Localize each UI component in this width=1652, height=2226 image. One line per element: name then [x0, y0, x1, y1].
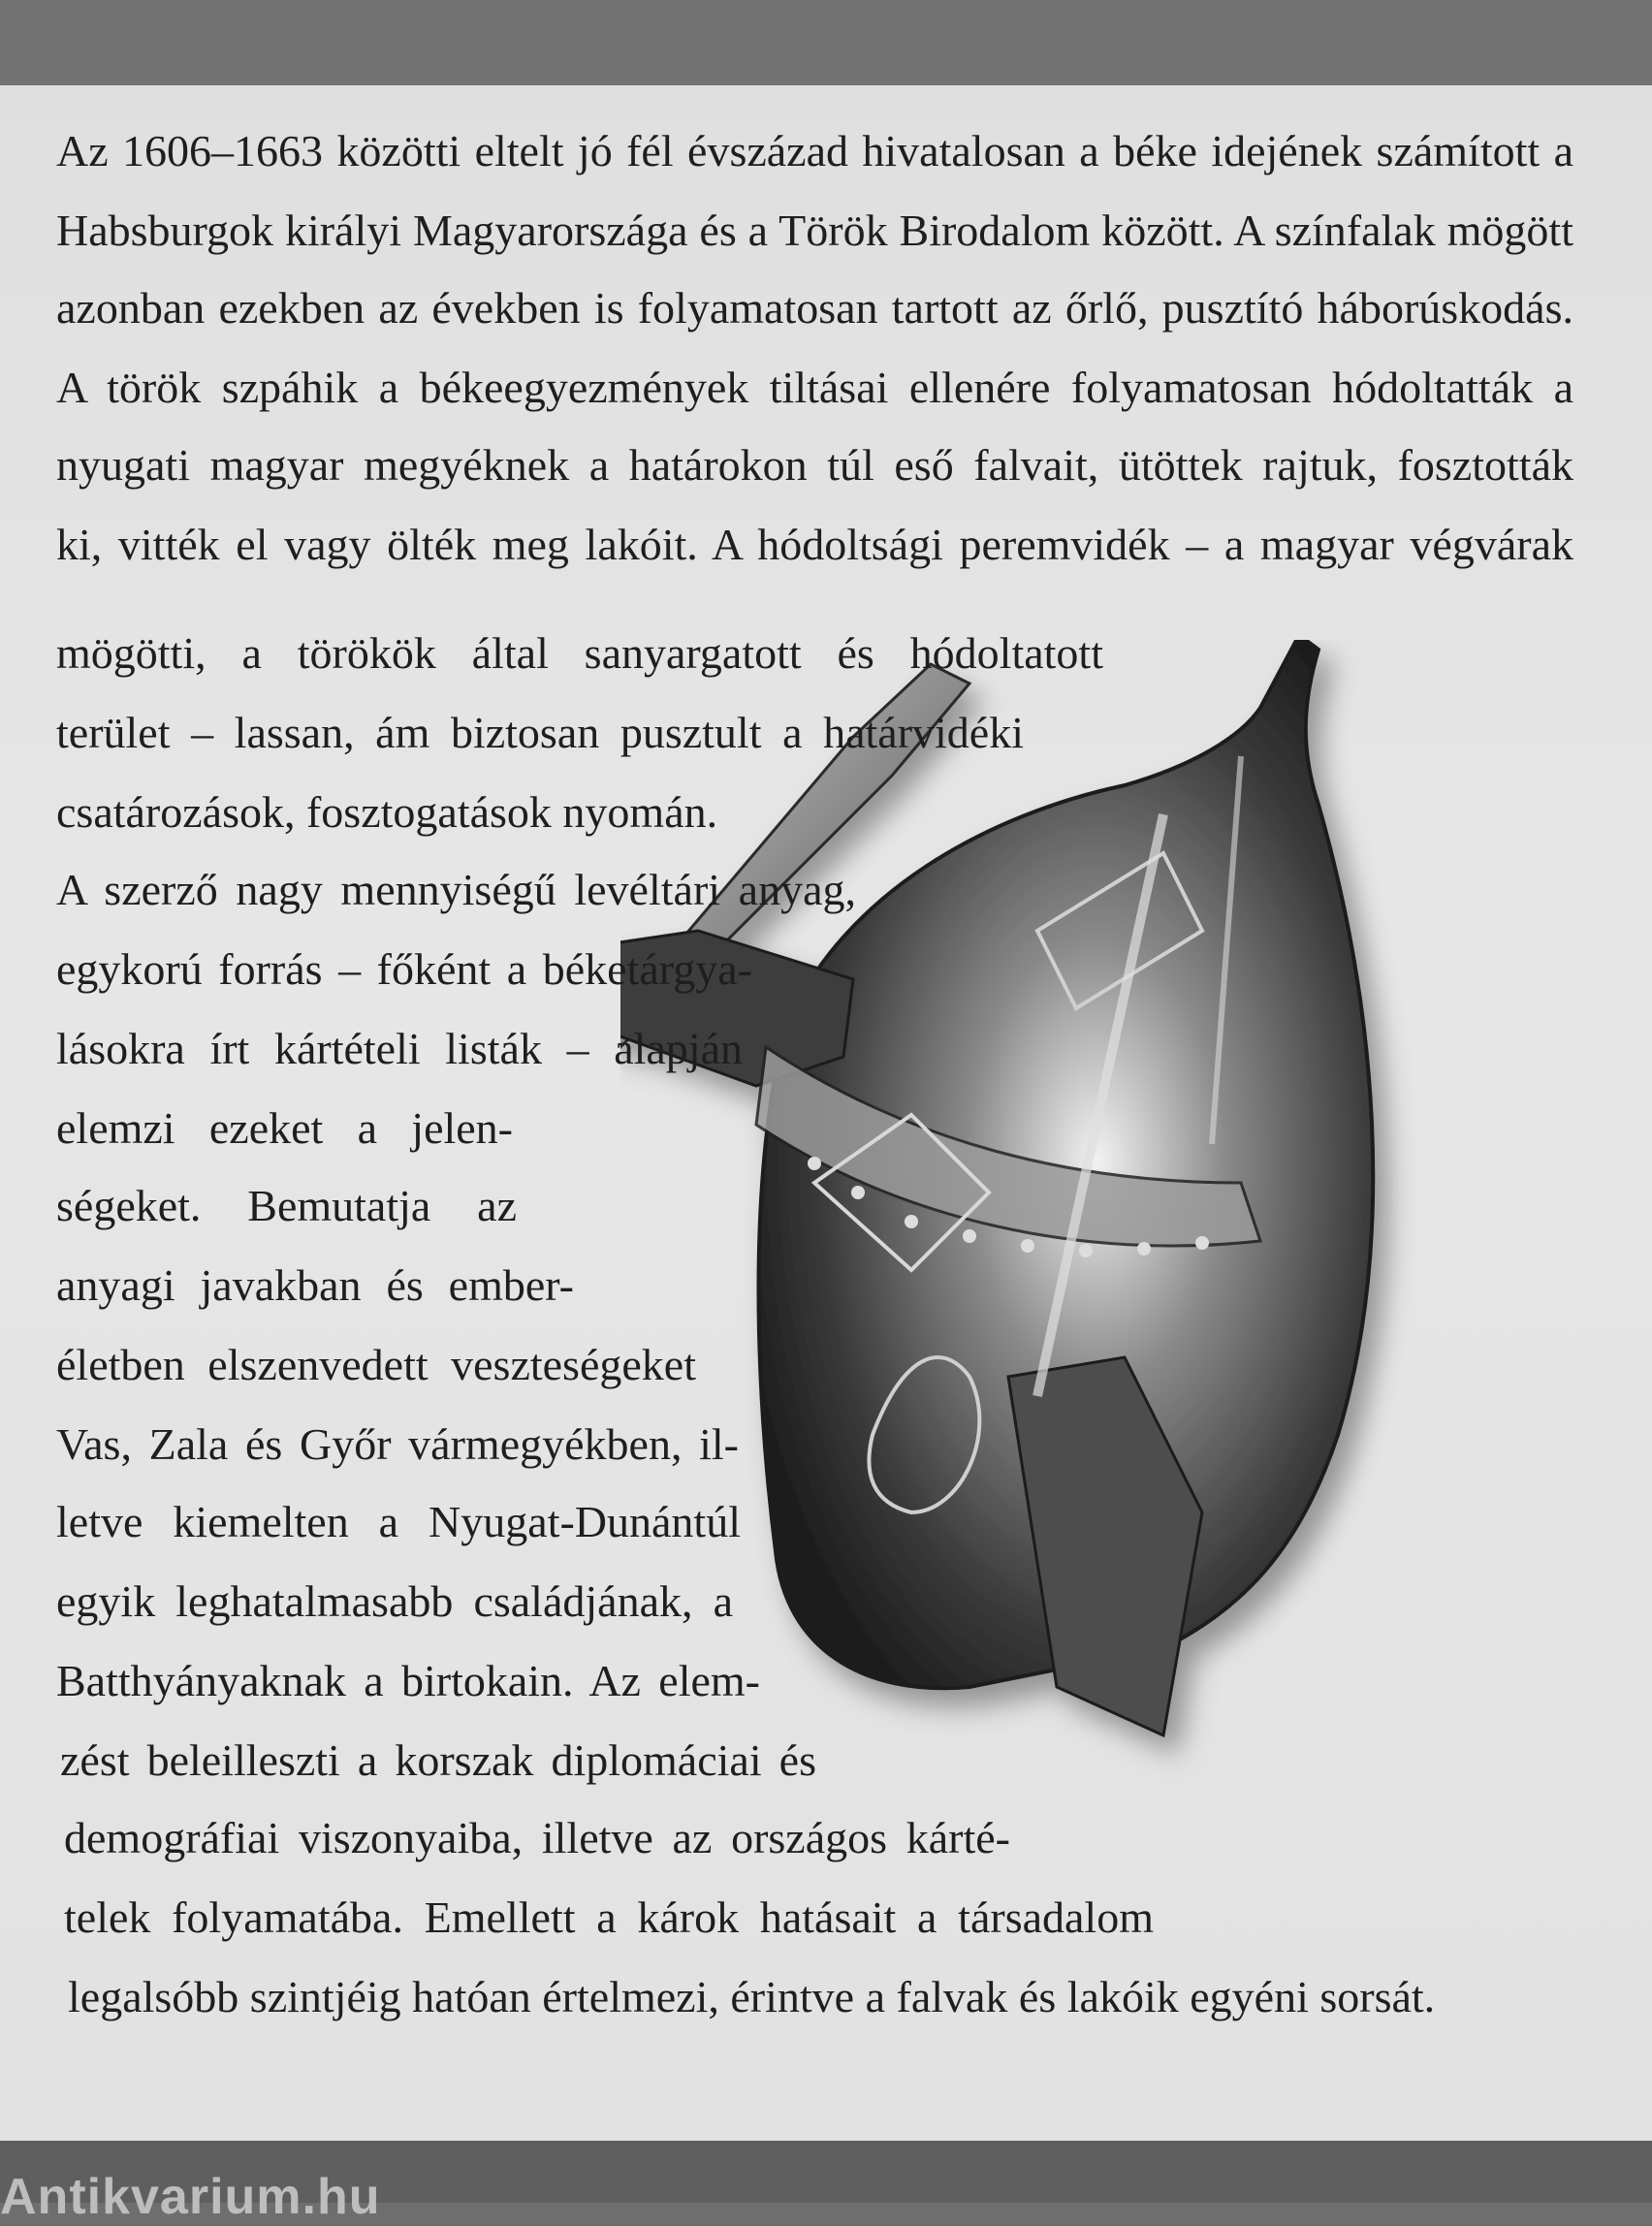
site-watermark: Antikvarium.hu [0, 2169, 381, 2225]
paragraph-line: életben elszenvedett veszteségeket [56, 1340, 696, 1389]
paragraph-line: egykorú forrás – főként a béketárgya- [56, 944, 752, 994]
paragraph-line: anyagi javakban és ember- [56, 1260, 574, 1310]
paragraph-line: ségeket. Bemutatja az [56, 1181, 517, 1230]
paragraph-line: letve kiemelten a Nyugat-Dunántúl [56, 1497, 741, 1546]
top-border [0, 0, 1652, 85]
paragraph-line: csatározások, fosztogatások nyomán. [56, 787, 718, 837]
paragraph-line: telek folyamatába. Emellett a károk hatásait a társadalom [64, 1892, 1154, 1942]
paragraph-line: lásokra írt kártételi listák – alapján [56, 1024, 743, 1073]
paragraph-line: ki, vitték el vagy ölték meg lakóit. A hódoltsági peremvidék – a magyar végvárak [56, 520, 1573, 569]
paragraph-line: egyik leghatalmasabb családjának, a [56, 1576, 733, 1626]
paragraph-line: mögötti, a törökök által sanyargatott és hódoltatott [56, 628, 1103, 678]
paragraph-line: legalsóbb szintjéig hatóan értelmezi, érintve a falvak és lakóik egyéni sorsát. [68, 1972, 1436, 2021]
paragraph-line: A szerző nagy mennyiségű levéltári anyag, [56, 865, 856, 914]
paragraph-line: Habsburgok királyi Magyarországa és a Török Birodalom között. A színfalak mögött [56, 206, 1573, 255]
paragraph-line: Vas, Zala és Győr vármegyékben, il- [56, 1419, 739, 1469]
paragraph-line: Batthyányaknak a birtokain. Az elem- [56, 1656, 760, 1705]
paragraph-line: azonban ezekben az években is folyamatosan tartott az őrlő, pusztító háborúskodás. [56, 283, 1573, 333]
paragraph-line: zést beleilleszti a korszak diplomáciai és [60, 1735, 816, 1785]
paragraph-line: demográfiai viszonyaiba, illetve az országos kárté- [64, 1813, 1010, 1862]
paragraph-line: elemzi ezeket a jelen- [56, 1103, 513, 1153]
paragraph-line: nyugati magyar megyéknek a határokon túl eső falvait, ütöttek rajtuk, fosztották [56, 440, 1573, 490]
helmet-illustration [620, 640, 1571, 1842]
paragraph-line: A török szpáhik a békeegyezmények tiltásai ellenére folyamatosan hódoltatták a [56, 363, 1573, 412]
paragraph-line: Az 1606–1663 közötti eltelt jó fél évszázad hivatalosan a béke idejének számított a [56, 126, 1573, 175]
paragraph-line: terület – lassan, ám biztosan pusztult a határvidéki [56, 708, 1024, 757]
